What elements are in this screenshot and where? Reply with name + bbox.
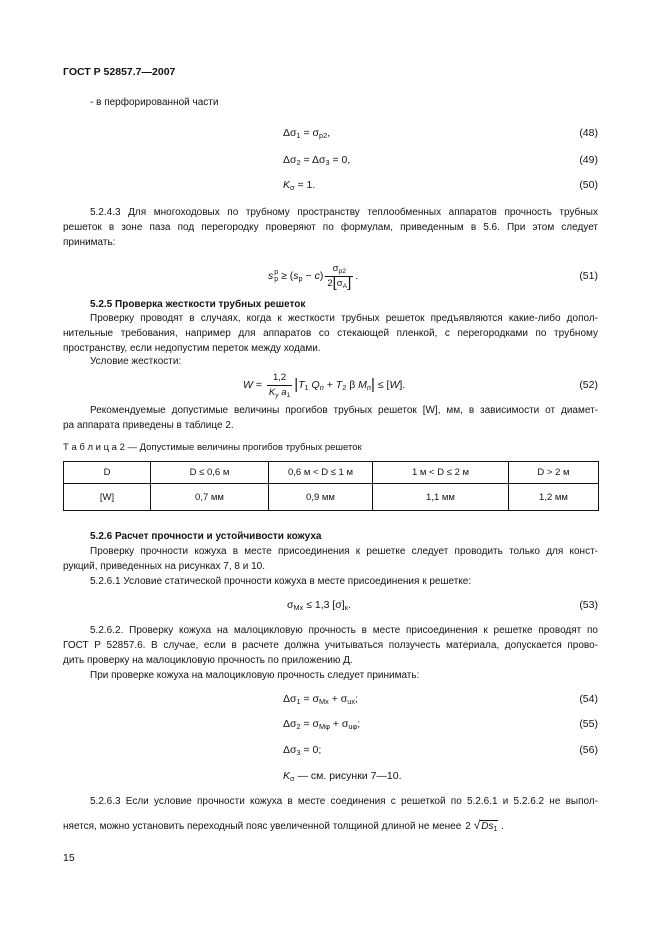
equation-symbol: — см. рисунки 7—10. (294, 770, 402, 782)
document-id-header: ГОСТ Р 52857.7—2007 (63, 66, 176, 78)
subscript: Mφ (319, 722, 330, 732)
equation-symbol: s (293, 270, 299, 282)
fraction-denominator (267, 386, 292, 399)
equation-symbol: | (371, 376, 375, 393)
paragraph-5-2-5-line: нительные требования, например для аппаратов со стекающей пленкой, с перегородками по трубному (63, 328, 598, 339)
subscript: 2 (342, 383, 347, 393)
paragraph-5-2-6-3-line: 5.2.6.3 Если условие прочности кожуха в месте соединения с решеткой по 5.2.6.1 и 5.2.6.2 не выпол- (90, 796, 598, 807)
equation-symbol: a (278, 386, 287, 398)
equation-symbol: Q (308, 379, 320, 391)
subscript: A (342, 282, 348, 290)
equation-54 (283, 692, 358, 706)
deflection-table (63, 461, 599, 511)
perforated-part-label: - в перфорированной части (90, 97, 219, 108)
equation-symbol: ; (357, 718, 361, 730)
equation-symbol: σ (332, 262, 339, 274)
paragraph-5-2-4-3-line: 5.2.4.3 Для многоходовых по трубному пространству теплообменных аппаратов прочность трубных (90, 207, 598, 218)
index: р (274, 276, 279, 284)
fraction-numerator (267, 372, 292, 386)
equation-symbol: K (268, 386, 276, 398)
equation-symbol: − (302, 270, 315, 282)
equation-53 (287, 598, 351, 612)
table-row (64, 484, 599, 511)
table-cell: 1,2 мм (509, 484, 599, 511)
equation-number-51: (51) (579, 270, 598, 282)
equation-symbol: . (498, 821, 504, 832)
equation-symbol: 1,2 (272, 371, 287, 383)
subscript: σ (290, 183, 295, 193)
subscript: uφ (348, 722, 358, 732)
equation-symbol: ) (319, 270, 324, 282)
radical-sign: √ (473, 818, 481, 832)
table-header-cell: 0,6 м < D ≤ 1 м (269, 462, 373, 484)
equation-symbol: T (298, 379, 305, 391)
table-header-cell: D > 2 м (509, 462, 599, 484)
equation-49 (283, 153, 350, 167)
table-header-row (64, 462, 599, 484)
paragraph-5-2-5-line: пространству, если недопустим переток между ходами. (63, 343, 321, 354)
equation-symbol: | (294, 376, 299, 393)
equation-50 (283, 178, 315, 192)
equation-symbol: ≤ 1,3 [σ] (303, 599, 345, 611)
equation-number-56: (56) (579, 744, 598, 756)
equation-symbol: σ (287, 599, 294, 611)
subscript: р2 (338, 267, 346, 275)
table-cell: 1,1 мм (373, 484, 509, 511)
equation-symbol: Ds (481, 821, 494, 832)
equation-55 (283, 717, 360, 731)
equation-number-52: (52) (579, 379, 598, 391)
equation-symbol: = (252, 379, 265, 391)
paragraph-5-2-6-line: рукций, приведенных на рисунках 7, 8 и 10. (63, 561, 265, 572)
table-cell: 0,7 мм (151, 484, 269, 511)
subscript: 2 (296, 722, 301, 732)
equation-number-54: (54) (579, 693, 598, 705)
stiffness-condition-label: Условие жесткости: (90, 356, 182, 367)
page-number: 15 (63, 852, 75, 864)
table-header-cell: D ≤ 0,6 м (151, 462, 269, 484)
table-cell: 0,9 мм (269, 484, 373, 511)
equation-symbol: W (389, 379, 400, 391)
equation-fraction (267, 372, 292, 399)
equation-symbol: . (347, 599, 351, 611)
paragraph-recommend-line: ра аппарата приведены в таблице 2. (63, 420, 234, 431)
equation-symbol: ] (347, 273, 352, 291)
equation-symbol: = σ (300, 693, 320, 705)
paragraph-5-2-6-1: 5.2.6.1 Условие статической прочности кожуха в месте присоединения к решетке: (90, 576, 472, 587)
subscript: Mx (293, 603, 304, 613)
low-cycle-check-label: При проверке кожуха на малоцикловую прочность следует принимать: (90, 670, 420, 681)
equation-symbol: = σ (300, 718, 320, 730)
subscript: 1 (296, 131, 301, 141)
subscript: к (344, 603, 348, 613)
equation-number-48: (48) (579, 127, 598, 139)
equation-symbol: σ (336, 277, 343, 289)
subscript: 3 (296, 748, 301, 758)
equation-51 (268, 260, 358, 292)
paragraph-5-2-6-2-line: дить проверку на малоцикловую прочность по приложению Д. (63, 655, 353, 666)
equation-symbol: . (355, 270, 359, 282)
equation-number-53: (53) (579, 599, 598, 611)
equation-symbol: ]. (399, 379, 406, 391)
transition-belt-length-formula (465, 818, 504, 833)
radicand (480, 820, 498, 832)
equation-48 (283, 126, 330, 140)
equation-symbol: = 0, (329, 154, 351, 166)
equation-number-55: (55) (579, 718, 598, 730)
section-heading-5-2-5: 5.2.5 Проверка жесткости трубных решеток (90, 299, 306, 310)
paragraph-5-2-6-3-last-line (63, 819, 598, 833)
equation-symbol: + (323, 379, 336, 391)
equation-symbol: M (358, 379, 367, 391)
paragraph-5-2-6-2-line: 5.2.6.2. Проверку кожуха на малоцикловую прочность в месте присоединения к решетке проводят по (90, 625, 598, 636)
equation-symbol: W (243, 379, 253, 391)
subscript: 2 (296, 158, 301, 168)
table-caption: Т а б л и ц а 2 — Допустимые величины прогибов трубных решеток (63, 442, 362, 453)
subscript: σ (290, 774, 295, 784)
subscript: 3 (325, 158, 330, 168)
equation-symbol: ; (355, 693, 358, 705)
equation-symbol: = σ (300, 127, 320, 139)
equation-symbol: Δσ (283, 154, 297, 166)
paragraph-5-2-6-2-line: ГОСТ Р 52857.6. В случае, если в расчете должна учитываться ползучесть материала, допускается прово- (63, 640, 598, 651)
subscript: 1 (286, 391, 291, 399)
table-header-cell: D (64, 462, 151, 484)
paragraph-recommend-line: Рекомендуемые допустимые величины прогибов трубных решеток [W], мм, в зависимости от диамет- (90, 405, 598, 416)
subscript: y (275, 391, 279, 399)
equation-symbol: [ (332, 273, 337, 291)
equation-fraction (325, 263, 353, 290)
equation-52 (243, 369, 405, 401)
subscript: ux (347, 697, 356, 707)
equation-symbol: s (268, 270, 274, 282)
equation-symbol: Δσ (283, 693, 297, 705)
subscript: n (366, 383, 372, 393)
square-root (473, 818, 499, 833)
subscript: Mx (319, 697, 329, 707)
equation-symbol: + σ (328, 693, 348, 705)
equation-symbol: 2 (465, 821, 474, 832)
equation-symbol: 2 (327, 277, 333, 289)
equation-symbol: T (335, 379, 343, 391)
paragraph-5-2-6-line: Проверку прочности кожуха в месте присоединения к решетке следует проводить только для конст- (90, 546, 598, 557)
index: р (274, 269, 279, 277)
equation-symbol: Δσ (283, 127, 297, 139)
equation-symbol: Δσ (283, 744, 297, 756)
subscript: n (319, 383, 324, 393)
fraction-denominator (325, 273, 353, 291)
equation-number-49: (49) (579, 154, 598, 166)
equation-symbol: β (346, 379, 359, 391)
equation-symbol: Δσ (283, 718, 297, 730)
equation-symbol: ≤ [ (374, 379, 390, 391)
equation-symbol: ≥ ( (278, 270, 294, 282)
equation-symbol: = Δσ (300, 154, 326, 166)
equation-symbol: + σ (329, 718, 349, 730)
equation-symbol: c (314, 270, 320, 282)
subscript: 1 (493, 825, 498, 833)
equation-symbol: , (327, 127, 331, 139)
paragraph-5-2-4-3-line: решеток в зоне паза под перегородку проверяют по формулам, приведенным в 5.6. При этом следует (63, 222, 598, 233)
subscript: 1 (304, 383, 309, 393)
k-sigma-reference (283, 769, 402, 783)
subscript: 1 (296, 697, 301, 707)
equation-symbol: K (283, 770, 291, 782)
paragraph-5-2-4-3-line: принимать: (63, 237, 116, 248)
table-header-cell: 1 м < D ≤ 2 м (373, 462, 509, 484)
section-heading-5-2-6: 5.2.6 Расчет прочности и устойчивости кожуха (90, 531, 322, 542)
subscript: р2 (319, 131, 328, 141)
equation-symbol: K (283, 179, 291, 191)
equation-symbol: = 0; (300, 744, 322, 756)
equation-symbol: = 1. (294, 179, 316, 191)
table-cell: [W] (64, 484, 151, 511)
subscript: р (298, 274, 303, 284)
equation-number-50: (50) (579, 179, 598, 191)
paragraph-5-2-6-3-text: няется, можно установить переходный пояс увеличенной толщиной длиной не менее (63, 821, 462, 832)
equation-56 (283, 743, 321, 757)
paragraph-5-2-5-line: Проверку проводят в случаях, когда к жесткости трубных решеток предъявляются какие-либо допол- (90, 313, 598, 324)
